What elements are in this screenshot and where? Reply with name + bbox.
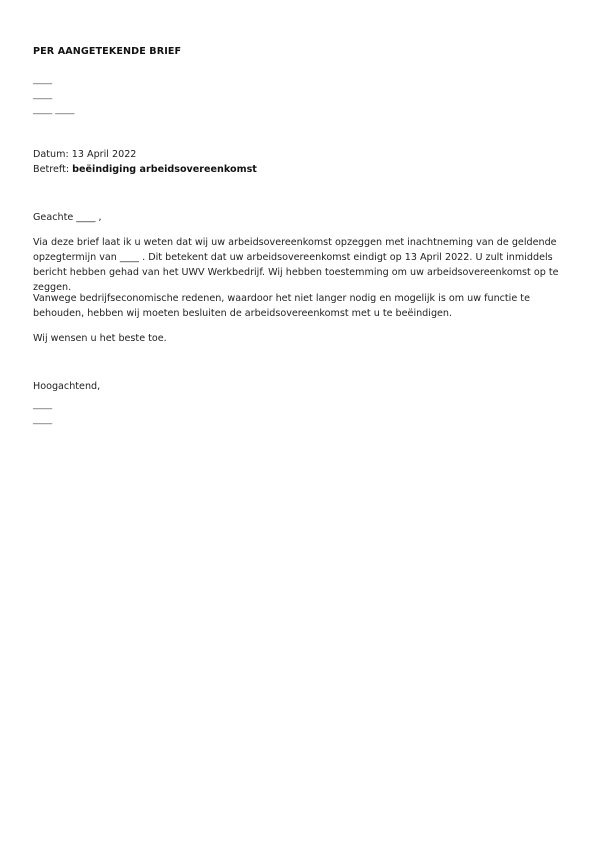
paragraph-3: Wij wensen u het beste toe.: [33, 333, 167, 344]
salutation: Geachte ____ ,: [33, 212, 102, 223]
address-blank-2: ____: [33, 89, 53, 100]
paragraph-2: Vanwege bedrijfseconomische redenen, waardoor het niet langer nodig en mogelijk is om uw functie te behouden, hebben wij moeten besluiten de arbeidsovereenkomst met u te beëindigen.: [33, 293, 530, 319]
address-blank-3: ____ ____: [33, 104, 75, 115]
date-row: [33, 147, 563, 162]
signature-blank-1: ____: [33, 399, 53, 410]
subject-row: [33, 162, 563, 177]
subject-value: beëindiging arbeidsovereenkomst: [72, 164, 257, 175]
paragraph-1: Via deze brief laat ik u weten dat wij uw arbeidsovereenkomst opzeggen met inachtneming van de geldende opzegtermijn van ____ . Dit betekent dat uw arbeidsovereenkomst eindigt op 13 April 2022. U zult inmiddels bericht hebben gehad van het UWV Werkbedrijf. Wij hebben toestemming om uw arbeidsovereenkomst op te zeggen.: [33, 237, 559, 293]
address-blank-1: ____: [33, 74, 53, 85]
date-value: 13 April 2022: [71, 149, 137, 160]
signature-blank-2: ____: [33, 414, 53, 425]
subject-label: Betreft:: [33, 164, 70, 175]
letter-heading: PER AANGETEKENDE BRIEF: [33, 46, 182, 57]
letter-meta: [33, 147, 563, 177]
date-label: Datum:: [33, 149, 69, 160]
closing: Hoogachtend,: [33, 381, 101, 392]
